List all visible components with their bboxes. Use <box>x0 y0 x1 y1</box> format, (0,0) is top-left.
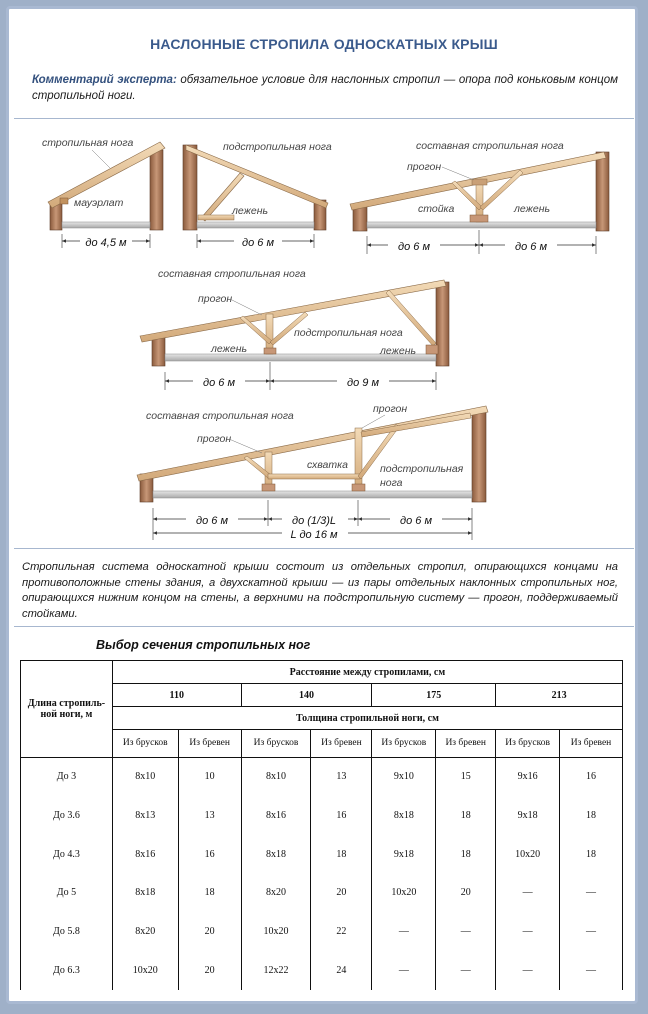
subheader-cell: Из брусков <box>496 730 560 757</box>
value-cell: — <box>560 912 623 951</box>
d3-composite-label: составная стропильная нога <box>416 140 564 152</box>
d5-purlin-right-label: прогон <box>373 403 408 415</box>
value-cell: 8x20 <box>241 874 311 913</box>
subheader-cell: Из бревен <box>436 730 496 757</box>
table-row <box>21 951 623 990</box>
expert-comment <box>32 72 618 104</box>
diagram-4 <box>140 268 449 390</box>
value-cell: 9x18 <box>496 796 560 835</box>
separator-top <box>14 118 634 119</box>
value-cell: 8x18 <box>241 835 311 874</box>
d4-purlin-label: прогон <box>198 293 233 305</box>
d4-composite-label: составная стропильная нога <box>158 268 306 280</box>
table-title: Выбор сечения стропильных ног <box>96 638 311 652</box>
length-cell: До 3.6 <box>21 796 113 835</box>
diagram-1 <box>42 137 165 249</box>
subheader-cell: Из бревен <box>311 730 372 757</box>
expert-comment-label: Комментарий эксперта: <box>32 74 177 86</box>
d5-span-mid-label: до (1/3)L <box>292 515 336 527</box>
value-cell: 10 <box>178 757 241 796</box>
d4-span-left-label: до 6 м <box>203 377 235 389</box>
d2-sub-rafter-label: подстропильная нога <box>223 141 332 153</box>
d3-span-left-label: до 6 м <box>398 241 430 253</box>
value-cell: — <box>436 951 496 990</box>
d5-sub-rafter-label-1: подстропильная <box>380 463 464 475</box>
table-row <box>21 835 623 874</box>
rafter-diagrams <box>0 120 648 550</box>
value-cell: 13 <box>311 757 372 796</box>
expert-comment-text: обязательное условие для наслонных стропил — опора под коньковым концом стропильной ноги. <box>32 74 618 102</box>
value-cell: 20 <box>178 951 241 990</box>
value-cell: 18 <box>560 835 623 874</box>
table-row <box>21 757 623 796</box>
value-cell: — <box>372 951 436 990</box>
spacing-header: Расстояние между стропилами, см <box>112 661 622 684</box>
table-row <box>21 912 623 951</box>
table-body <box>21 757 623 990</box>
value-cell: 10x20 <box>372 874 436 913</box>
value-cell: — <box>372 912 436 951</box>
value-cell: — <box>496 874 560 913</box>
d3-span-right-label: до 6 м <box>515 241 547 253</box>
d3-post-label: стойка <box>418 203 455 215</box>
d5-tie-label: схватка <box>307 459 348 471</box>
value-cell: 22 <box>311 912 372 951</box>
value-cell: 8x10 <box>112 757 178 796</box>
separator-bottom <box>14 626 634 627</box>
body-text: Стропильная система односкатной крыши состоит из отдельных стропил, опирающихся концами на противоположные стены здания, а двухскатной крыши — из пары отдельных наклонных стропильных ног, опирающихся нижним концом на стены, а верхними на подстропильную систему — прогон, поддерживаемый стойками. <box>22 561 618 620</box>
value-cell: — <box>560 874 623 913</box>
value-cell: 10x20 <box>241 912 311 951</box>
value-cell: 8x16 <box>241 796 311 835</box>
d4-sub-rafter-label: подстропильная нога <box>294 327 403 339</box>
d2-brace-label: лежень <box>232 205 269 217</box>
d5-composite-label: составная стропильная нога <box>146 410 294 422</box>
diagram-3 <box>350 140 609 254</box>
d5-purlin-left-label: прогон <box>197 433 232 445</box>
value-cell: 10x20 <box>496 835 560 874</box>
value-cell: — <box>560 951 623 990</box>
subheader-cell: Из бревен <box>178 730 241 757</box>
d4-brace-right-label: лежень <box>380 345 417 357</box>
d5-span-right-label: до 6 м <box>400 515 432 527</box>
spacing-140: 140 <box>241 684 372 707</box>
section-table <box>20 660 623 990</box>
value-cell: 9x18 <box>372 835 436 874</box>
value-cell: 24 <box>311 951 372 990</box>
d5-span-left-label: до 6 м <box>196 515 228 527</box>
d3-brace-label: лежень <box>514 203 551 215</box>
value-cell: 10x20 <box>112 951 178 990</box>
row-header-line-2: ной ноги, м <box>40 708 93 720</box>
subheader-cell: Из брусков <box>241 730 311 757</box>
page-title: НАСЛОННЫЕ СТРОПИЛА ОДНОСКАТНЫХ КРЫШ <box>150 36 498 52</box>
value-cell: 8x10 <box>241 757 311 796</box>
table-row <box>21 874 623 913</box>
value-cell: 16 <box>311 796 372 835</box>
d1-rafter-label: стропильная нога <box>42 137 134 149</box>
value-cell: 20 <box>311 874 372 913</box>
value-cell: 8x18 <box>372 796 436 835</box>
value-cell: 18 <box>436 835 496 874</box>
length-cell: До 6.3 <box>21 951 113 990</box>
spacing-213: 213 <box>496 684 623 707</box>
length-cell: До 5.8 <box>21 912 113 951</box>
subheader-cell: Из бревен <box>560 730 623 757</box>
value-cell: 18 <box>311 835 372 874</box>
value-cell: 18 <box>178 874 241 913</box>
row-header-line-1: Длина стропиль- <box>27 697 106 709</box>
value-cell: 20 <box>436 874 496 913</box>
row-header-cell <box>21 661 113 758</box>
value-cell: — <box>496 912 560 951</box>
length-cell: До 5 <box>21 874 113 913</box>
d4-span-right-label: до 9 м <box>347 377 379 389</box>
d3-purlin-label: прогон <box>407 161 442 173</box>
value-cell: 8x13 <box>112 796 178 835</box>
value-cell: 12x22 <box>241 951 311 990</box>
length-cell: До 3 <box>21 757 113 796</box>
value-cell: 18 <box>436 796 496 835</box>
length-cell: До 4.3 <box>21 835 113 874</box>
spacing-110: 110 <box>112 684 241 707</box>
diagram-2 <box>183 141 332 249</box>
value-cell: 16 <box>560 757 623 796</box>
d5-sub-rafter-label-2: нога <box>380 477 403 489</box>
d1-mauerlat-label: мауэрлат <box>74 197 124 209</box>
diagram-5 <box>137 403 488 541</box>
d2-span-label: до 6 м <box>242 237 274 249</box>
value-cell: 8x20 <box>112 912 178 951</box>
value-cell: — <box>496 951 560 990</box>
subheader-cell: Из брусков <box>372 730 436 757</box>
d4-brace-left-label: лежень <box>211 343 248 355</box>
separator-middle <box>14 548 634 549</box>
value-cell: 13 <box>178 796 241 835</box>
d5-span-total-label: L до 16 м <box>290 529 338 541</box>
table-row <box>21 796 623 835</box>
value-cell: 20 <box>178 912 241 951</box>
value-cell: 9x10 <box>372 757 436 796</box>
spacing-175: 175 <box>372 684 496 707</box>
thickness-header: Толщина стропильной ноги, см <box>112 707 622 730</box>
value-cell: 18 <box>560 796 623 835</box>
d1-span-label: до 4,5 м <box>85 237 127 249</box>
value-cell: 15 <box>436 757 496 796</box>
subheader-cell: Из брусков <box>112 730 178 757</box>
value-cell: — <box>436 912 496 951</box>
value-cell: 16 <box>178 835 241 874</box>
value-cell: 8x16 <box>112 835 178 874</box>
value-cell: 9x16 <box>496 757 560 796</box>
value-cell: 8x18 <box>112 874 178 913</box>
